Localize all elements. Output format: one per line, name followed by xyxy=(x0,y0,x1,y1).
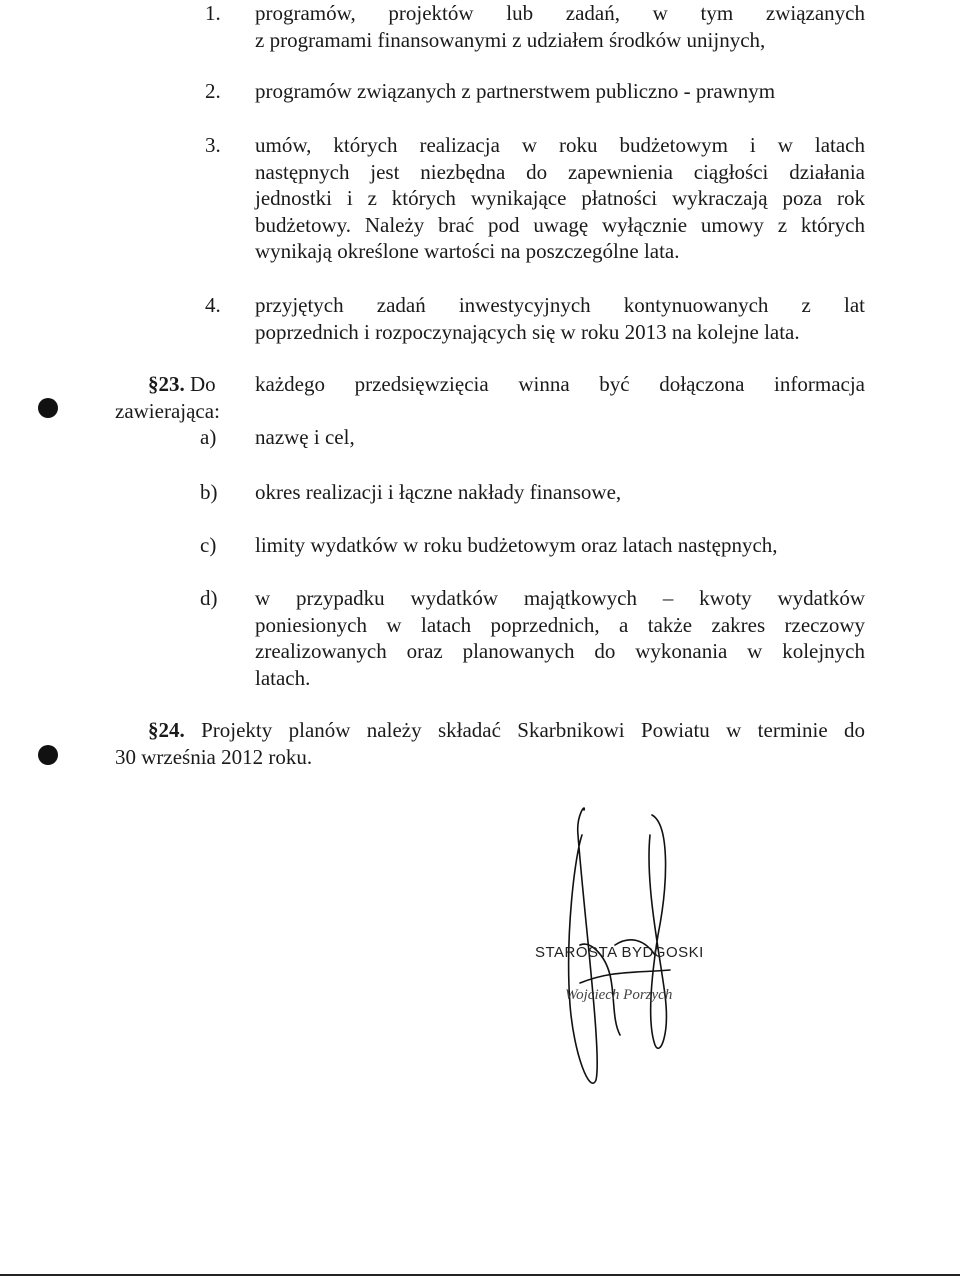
text-line: programów związanych z partnerstwem publiczno - prawnym xyxy=(255,79,776,103)
item-text xyxy=(255,0,865,53)
point-label: d) xyxy=(200,586,218,610)
text-line: poniesionych w latach poprzednich, a także zakres rzeczowy xyxy=(255,612,865,637)
text-line: poprzednich i rozpoczynających się w roku 2013 na kolejne lata. xyxy=(255,319,800,344)
text-line: zrealizowanych oraz planowanych do wykonania w kolejnych xyxy=(255,639,865,663)
text-line: umów, których realizacja w roku budżetowym i w latach xyxy=(255,133,865,157)
punch-hole-lower xyxy=(38,745,58,765)
point-text xyxy=(255,479,865,506)
page-bottom-rule xyxy=(0,1274,960,1276)
section-number: §24. xyxy=(148,718,185,742)
item-text xyxy=(255,292,865,345)
point-label: a) xyxy=(200,425,217,449)
text-line: przyjętych zadań inwestycyjnych kontynuowanych z lat xyxy=(255,293,865,317)
text-line: limity wydatków w roku budżetowym oraz latach następnych, xyxy=(255,533,778,557)
text-line: nazwę i cel, xyxy=(255,425,355,449)
point-text xyxy=(255,424,865,451)
section-23-first-line xyxy=(255,371,865,398)
text-line: w przypadku wydatków majątkowych – kwoty wydatków xyxy=(255,586,865,610)
section-23-heading xyxy=(148,371,258,398)
point-label: b) xyxy=(200,480,218,504)
text-line: 30 września 2012 roku. xyxy=(115,744,313,769)
text-line: wynikają określone wartości na poszczególne lata. xyxy=(255,239,680,263)
item-number: 4. xyxy=(205,293,221,317)
section-23-second-line: zawierająca: xyxy=(115,399,220,423)
item-number: 3. xyxy=(205,133,221,157)
stamp-name: Wojciech Porzych xyxy=(565,987,673,1003)
stamp-title: STAROSTA BYDGOSKI xyxy=(535,944,704,961)
section-24-first-line xyxy=(115,717,865,744)
text-line: z programami finansowanymi z udziałem środków unijnych, xyxy=(255,27,766,52)
point-text xyxy=(255,585,865,691)
text-line: każdego przedsięwzięcia winna być dołączona informacja xyxy=(255,372,865,396)
text-line: Projekty planów należy składać Skarbnikowi Powiatu w terminie do xyxy=(201,718,865,742)
text-line: następnych jest niezbędna do zapewnienia ciągłości działania xyxy=(255,159,865,184)
text-line: latach. xyxy=(255,665,311,690)
item-text xyxy=(255,132,865,265)
text-line: okres realizacji i łączne nakłady finansowe, xyxy=(255,480,622,504)
point-text xyxy=(255,532,865,559)
punch-hole-upper xyxy=(38,398,58,418)
section-number: §23. xyxy=(148,372,185,396)
section-lead-word: Do xyxy=(190,372,216,396)
item-number: 1. xyxy=(205,1,221,25)
item-text xyxy=(255,78,865,105)
text-line: jednostki i z których wynikające płatności wykraczają poza rok xyxy=(255,186,865,210)
section-24-paragraph xyxy=(115,717,865,770)
text-line: budżetowy. Należy brać pod uwagę wyłącznie umowy z których xyxy=(255,212,865,237)
item-number: 2. xyxy=(205,79,221,103)
point-label: c) xyxy=(200,533,217,557)
text-line: programów, projektów lub zadań, w tym związanych xyxy=(255,1,865,25)
